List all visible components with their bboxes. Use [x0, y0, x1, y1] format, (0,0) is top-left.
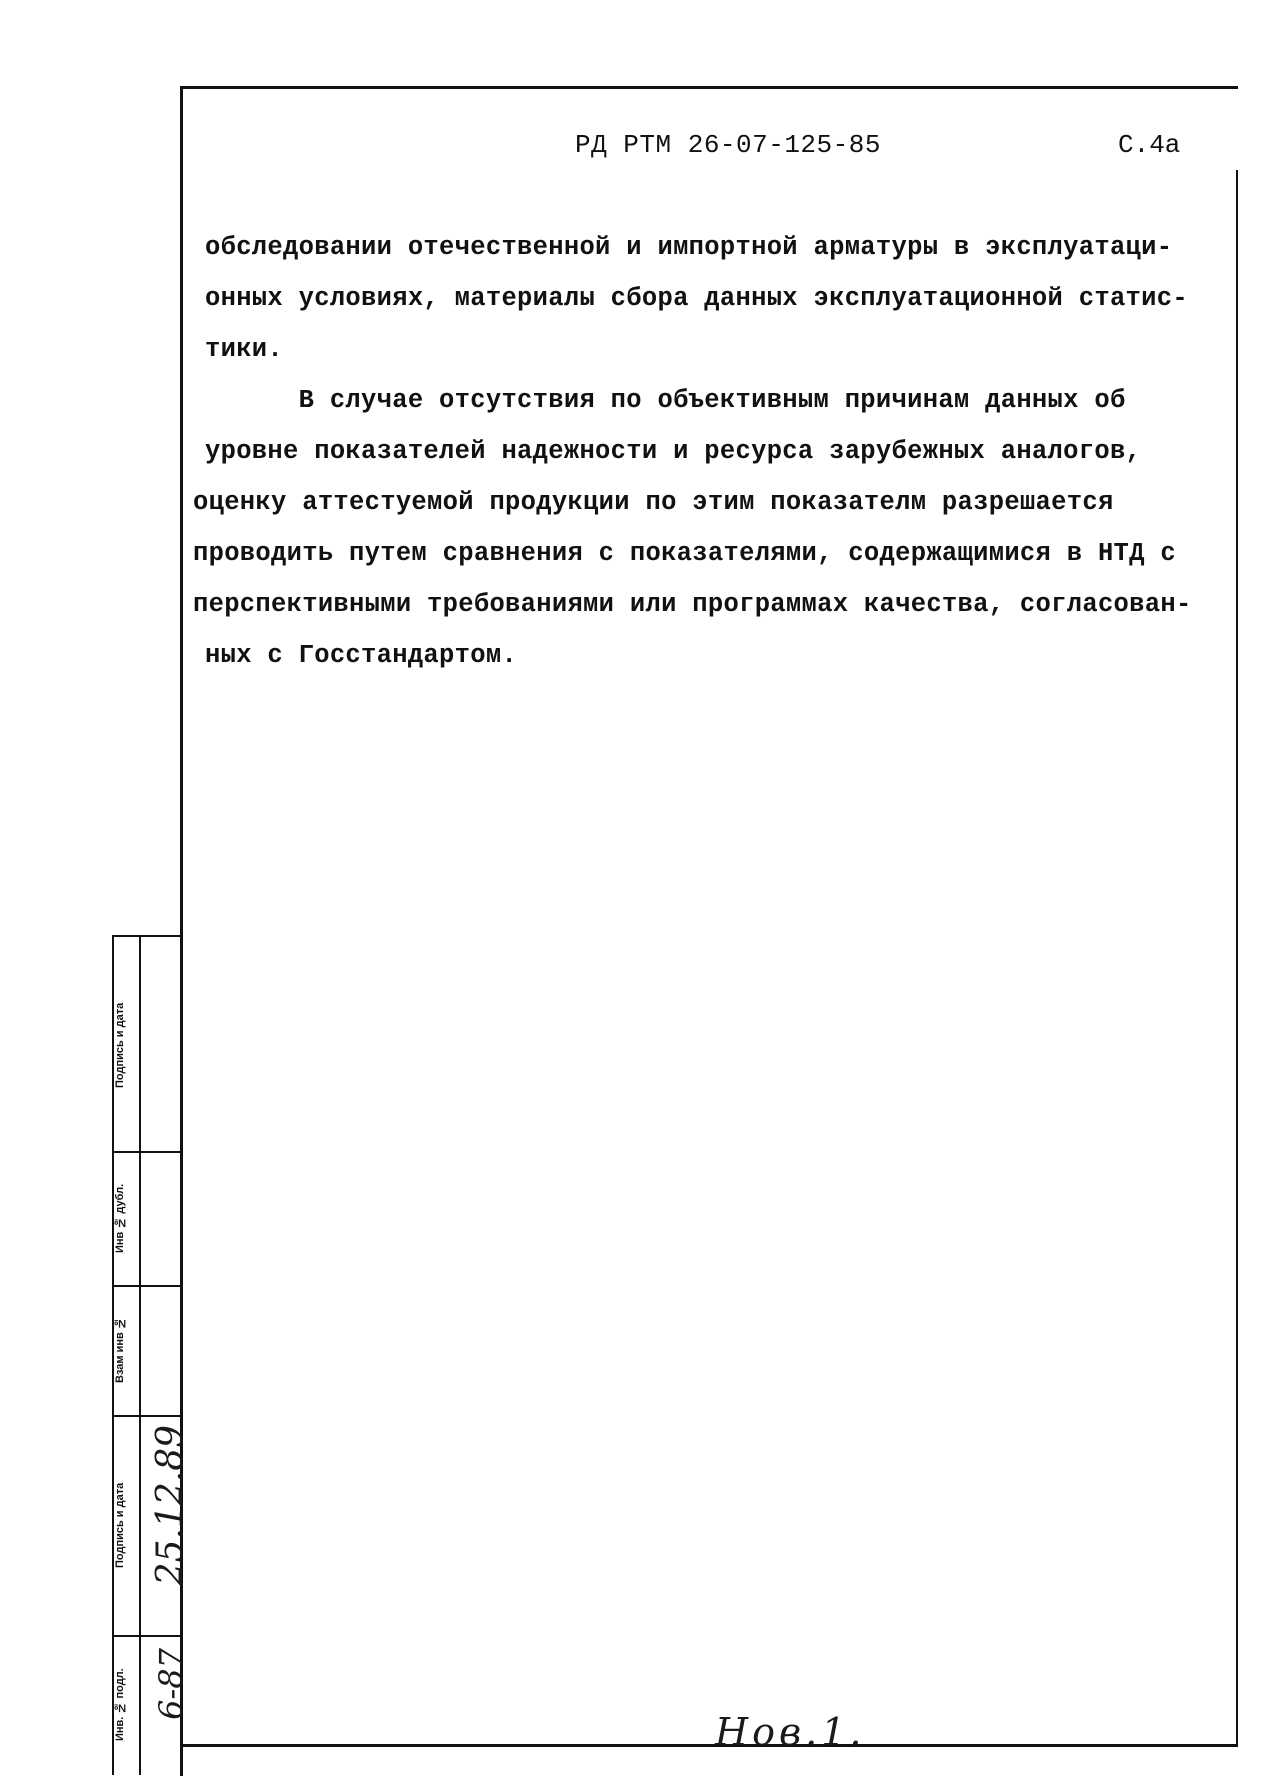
stamp-label-duplicate-inv: Инв № дубл. [114, 1183, 126, 1253]
stamp-row-line [112, 1635, 182, 1637]
stamp-row-line [112, 1151, 182, 1153]
text-line: обследовании отечественной и импортной арматуры в эксплуатаци- [205, 233, 1173, 262]
stamp-row-line [112, 1415, 182, 1417]
text-line: В случае отсутствия по объективным причинам данных об [205, 386, 1126, 415]
text-line: ных с Госстандартом. [205, 641, 518, 670]
frame-top-border [180, 86, 1238, 89]
stamp-row-line [112, 935, 182, 937]
page-number: С.4а [1118, 130, 1181, 160]
body-text [193, 222, 1205, 681]
text-line: оценку аттестуемой продукции по этим показателм разрешается [193, 488, 1114, 517]
stamp-row-line [112, 1285, 182, 1287]
text-line: уровне показателей надежности и ресурса зарубежных аналогов, [205, 437, 1142, 466]
stamp-label-original-inv: Инв. № подл. [114, 1668, 126, 1742]
handwritten-signature-date: 25.12.89 [150, 1425, 191, 1586]
frame-right-border [1236, 170, 1238, 1745]
stamp-divider [139, 935, 141, 1775]
stamp-label-signature-date: Подпись и дата [114, 1002, 126, 1088]
text-line: тики. [205, 335, 284, 364]
stamp-label-replacement-inv: Взам инв № [114, 1317, 126, 1383]
handwritten-inventory-number: 6-87 [152, 1648, 190, 1720]
document-code: РД РТМ 26-07-125-85 [575, 130, 881, 160]
text-line: перспективными требованиями или программах качества, согласован- [193, 590, 1192, 619]
handwritten-revision-note: Нов.1. [715, 1710, 866, 1754]
stamp-label-signature-date-2: Подпись и дата [114, 1482, 126, 1568]
text-line: онных условиях, материалы сбора данных эксплуатационной статис- [205, 284, 1188, 313]
frame-bottom-border [180, 1744, 1238, 1747]
text-line: проводить путем сравнения с показателями, содержащимися в НТД с [193, 539, 1176, 568]
